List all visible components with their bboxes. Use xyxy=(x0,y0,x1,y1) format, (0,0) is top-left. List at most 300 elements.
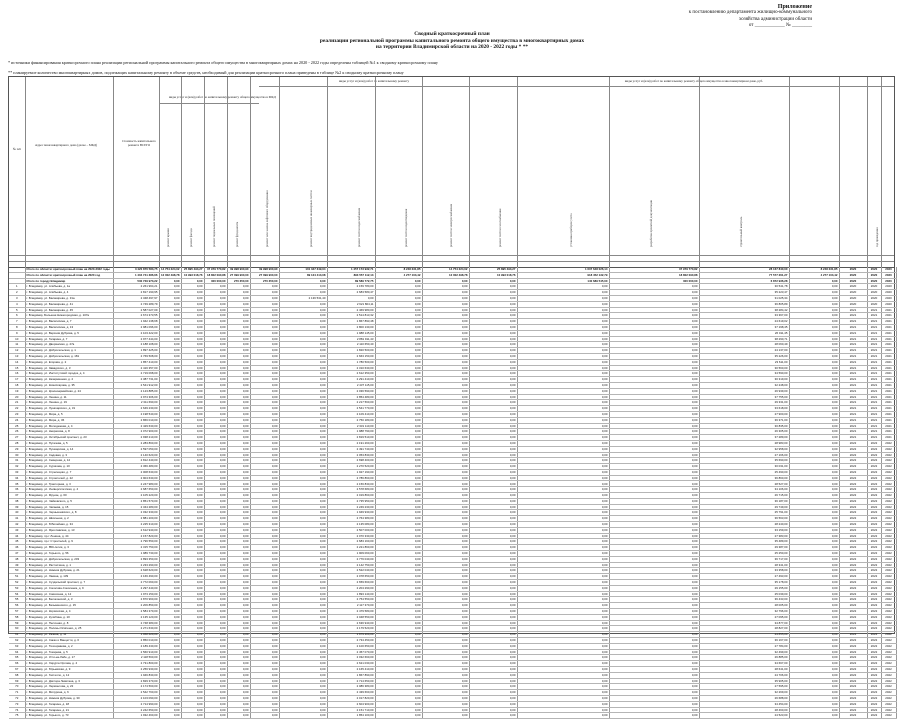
table-cell: 0,00 xyxy=(227,469,250,475)
table-cell: 53 xyxy=(9,585,25,591)
table-cell: 0,00 xyxy=(789,330,839,336)
table-cell: 0,00 xyxy=(250,493,279,499)
table-cell: 0,00 xyxy=(469,295,517,301)
table-cell: 0,00 xyxy=(227,336,250,342)
table-cell: 2020 xyxy=(881,295,896,301)
table-cell: 2 310 630,00 xyxy=(327,365,375,371)
table-cell: г. Владимир, ул. Добросельская, д. 1 xyxy=(25,348,113,354)
table-cell: 2022 xyxy=(867,672,881,678)
table-cell: 2020 xyxy=(839,295,867,301)
table-cell: 0,00 xyxy=(422,458,469,464)
table-cell: 0,00 xyxy=(250,348,279,354)
table-cell: 0,00 xyxy=(422,695,469,701)
table-cell: 0,00 xyxy=(204,603,227,609)
table-cell: 0,00 xyxy=(250,446,279,452)
table-cell: 0,00 xyxy=(422,365,469,371)
table-cell: г. Владимир, ул. Ленина, д. 11 xyxy=(25,394,113,400)
table-cell: 28 460,00 xyxy=(699,707,789,713)
table-cell: 0,00 xyxy=(789,284,839,290)
table-cell: 2021 xyxy=(881,435,896,441)
table-cell: 0,00 xyxy=(159,348,181,354)
table-cell: 0,00 xyxy=(422,527,469,533)
table-cell: 36 167,00 xyxy=(699,638,789,644)
table-cell: 0,00 xyxy=(469,591,517,597)
table-cell: г. Владимир, ул. Василисина, д. 13 xyxy=(25,324,113,330)
table-cell: 0,00 xyxy=(375,545,422,551)
table-cell: 0,00 xyxy=(204,574,227,580)
table-cell: 2 225 310,00 xyxy=(113,522,159,528)
table-cell: 2022 xyxy=(839,603,867,609)
table-cell: 2 437 115,00 xyxy=(327,382,375,388)
table-cell: 24 855,00 xyxy=(699,632,789,638)
table-cell: 0,00 xyxy=(250,666,279,672)
table-cell: 14 754 224,02 xyxy=(422,267,469,272)
table-cell: 0,00 xyxy=(181,510,204,516)
table-cell: 0,00 xyxy=(279,452,327,458)
table-cell: 30 560,00 xyxy=(699,365,789,371)
table-cell: 2022 xyxy=(881,609,896,615)
header-col-heat: ремонт внутридомовых инженерных систем xyxy=(309,190,313,247)
table-cell: 0,00 xyxy=(422,295,469,301)
table-cell: 0,00 xyxy=(517,382,609,388)
table-cell: 0,00 xyxy=(279,713,327,719)
table-cell: 0,00 xyxy=(422,591,469,597)
table-cell: 0,00 xyxy=(227,353,250,359)
table-cell: 2 507 000,00 xyxy=(327,527,375,533)
table-cell: 0,00 xyxy=(375,382,422,388)
table-cell: 39 998 900,90 xyxy=(250,267,279,272)
table-cell: 0,00 xyxy=(181,504,204,510)
table-cell: 0,00 xyxy=(159,487,181,493)
table-cell: 0,00 xyxy=(609,701,699,707)
table-cell: 63 xyxy=(9,643,25,649)
table-cell: 0,00 xyxy=(227,695,250,701)
table-cell: 0,00 xyxy=(789,487,839,493)
table-cell: 2021 xyxy=(881,394,896,400)
table-cell: 2021 xyxy=(881,348,896,354)
table-cell: 0,00 xyxy=(517,638,609,644)
table-cell: 0,00 xyxy=(204,284,227,290)
table-cell: 0,00 xyxy=(204,406,227,412)
table-cell: 0,00 xyxy=(789,672,839,678)
table-cell: 2 249 230,00 xyxy=(327,504,375,510)
title-line-2: реализации региональной программы капитального ремонта общего имущества в многоквартирных домах xyxy=(319,37,585,44)
header-group-other: виды услуг и (или) работ по капитальному ремонту общего имущества в МКД xyxy=(169,95,276,99)
table-cell: 0,00 xyxy=(609,666,699,672)
table-cell: 2022 xyxy=(867,620,881,626)
table-cell: 45 xyxy=(9,539,25,545)
table-cell: 2022 xyxy=(867,493,881,499)
table-cell: 0,00 xyxy=(159,701,181,707)
table-cell: 0,00 xyxy=(517,481,609,487)
table-cell: 0,00 xyxy=(159,278,181,284)
table-cell: 2021 xyxy=(839,377,867,383)
table-cell: 0,00 xyxy=(279,394,327,400)
table-cell: 2022 xyxy=(881,562,896,568)
table-cell: 0,00 xyxy=(250,435,279,441)
table-cell: 2 206 850,00 xyxy=(113,603,159,609)
table-cell: 2022 xyxy=(867,446,881,452)
table-cell: г. Владимир, ул. Полины Осипенко, д. 25 xyxy=(25,626,113,632)
table-cell: 0,00 xyxy=(469,417,517,423)
table-cell: 0,00 xyxy=(469,655,517,661)
table-cell: 0,00 xyxy=(279,446,327,452)
table-cell: 2022 xyxy=(839,695,867,701)
table-cell: 0,00 xyxy=(279,643,327,649)
table-cell: 2022 xyxy=(867,475,881,481)
table-cell: 0,00 xyxy=(422,533,469,539)
table-cell: 0,00 xyxy=(789,278,839,284)
table-cell: 2022 xyxy=(839,562,867,568)
table-cell: 2 110 650,40 xyxy=(327,342,375,348)
table-cell: 0,00 xyxy=(375,498,422,504)
table-cell: 0,00 xyxy=(279,330,327,336)
table-cell: 0,00 xyxy=(181,672,204,678)
table-cell: 37 198,45 xyxy=(699,324,789,330)
table-cell: 42 xyxy=(9,522,25,528)
table-cell: 2 734 450,00 xyxy=(327,638,375,644)
table-cell: 2 008 630,00 xyxy=(113,469,159,475)
table-cell: 2 315 750,00 xyxy=(113,545,159,551)
table-cell: 0,00 xyxy=(789,295,839,301)
table-cell: 62 xyxy=(9,638,25,644)
table-cell: 0,00 xyxy=(517,359,609,365)
table-cell: 0,00 xyxy=(181,411,204,417)
table-cell: 0,00 xyxy=(204,458,227,464)
table-cell: 2022 xyxy=(839,649,867,655)
table-cell: 2022 xyxy=(881,481,896,487)
table-cell: 3 xyxy=(9,295,25,301)
table-cell: г. Владимир, ул. Луначарского, д. 31 xyxy=(25,406,113,412)
table-cell: 0,00 xyxy=(250,707,279,713)
table-cell: 0,00 xyxy=(789,440,839,446)
table-cell: 0,00 xyxy=(227,440,250,446)
table-cell: 0,00 xyxy=(789,661,839,667)
table-row xyxy=(9,713,896,719)
table-cell: 0,00 xyxy=(181,516,204,522)
table-cell: 28 641,00 xyxy=(699,666,789,672)
table-cell: 0,00 xyxy=(422,620,469,626)
table-cell: 2 189 430,00 xyxy=(113,643,159,649)
table-cell: 0,00 xyxy=(227,290,250,296)
table-cell: 1 988 790,00 xyxy=(327,429,375,435)
table-cell: 0,00 xyxy=(517,678,609,684)
table-cell: 0,00 xyxy=(517,493,609,499)
table-cell: 0,00 xyxy=(159,284,181,290)
table-cell: 2022 xyxy=(839,504,867,510)
table-cell: 2022 xyxy=(867,655,881,661)
table-cell: 2022 xyxy=(867,661,881,667)
table-cell: 0,00 xyxy=(279,440,327,446)
table-cell: 34 590,00 xyxy=(699,371,789,377)
table-cell: 2021 xyxy=(867,324,881,330)
table-cell: 2022 xyxy=(839,713,867,719)
table-cell: 0,00 xyxy=(159,678,181,684)
table-cell: 72 xyxy=(9,695,25,701)
table-cell: 33 159,00 xyxy=(699,527,789,533)
table-cell: 0,00 xyxy=(227,371,250,377)
table-cell: 0,00 xyxy=(181,290,204,296)
table-cell: 2022 xyxy=(867,464,881,470)
table-cell: 0,00 xyxy=(279,585,327,591)
table-cell: 0,00 xyxy=(375,695,422,701)
table-cell: 270 350,00 xyxy=(227,278,250,284)
table-cell: 2 612 940,00 xyxy=(113,527,159,533)
table-cell: 2022 xyxy=(839,556,867,562)
table-cell: 2020 xyxy=(881,272,896,278)
table-cell: 0,00 xyxy=(789,620,839,626)
table-cell: 0,00 xyxy=(204,701,227,707)
table-cell: 2022 xyxy=(839,516,867,522)
table-cell: 2 135 120,00 xyxy=(113,614,159,620)
header-col-gas: ремонт систем газоснабжения xyxy=(498,208,502,247)
table-cell: 0,00 xyxy=(609,533,699,539)
table-cell: 2022 xyxy=(839,574,867,580)
table-cell: 300 000,00 xyxy=(609,278,699,284)
table-cell: 2021 xyxy=(881,330,896,336)
table-cell: 2021 xyxy=(839,336,867,342)
table-cell: 0,00 xyxy=(789,290,839,296)
table-cell: 0,00 xyxy=(469,452,517,458)
table-cell: 0,00 xyxy=(279,510,327,516)
table-cell: 0,00 xyxy=(250,690,279,696)
table-cell: 0,00 xyxy=(250,638,279,644)
table-cell: 2020 xyxy=(867,267,881,272)
table-cell: 0,00 xyxy=(181,382,204,388)
table-cell: 0,00 xyxy=(181,690,204,696)
table-cell: 0,00 xyxy=(517,446,609,452)
table-cell: 0,00 xyxy=(375,371,422,377)
table-cell: 0,00 xyxy=(469,377,517,383)
table-cell: 2 136 531,40 xyxy=(279,295,327,301)
table-cell: 0,00 xyxy=(181,475,204,481)
table-cell: 0,00 xyxy=(204,626,227,632)
table-cell: 0,00 xyxy=(469,313,517,319)
table-cell: 0,00 xyxy=(469,632,517,638)
table-cell: 36 433,00 xyxy=(699,597,789,603)
table-cell: г. Владимир, ул. Фрунзе, д. 60 xyxy=(25,493,113,499)
table-cell: 0,00 xyxy=(181,666,204,672)
table-cell: 0,00 xyxy=(181,701,204,707)
table-cell: 2 604 900,00 xyxy=(327,701,375,707)
table-cell: 0,00 xyxy=(609,417,699,423)
table-cell: 0,00 xyxy=(609,556,699,562)
table-cell: 30 031,00 xyxy=(699,464,789,470)
table-cell: 0,00 xyxy=(789,504,839,510)
table-cell: 2022 xyxy=(881,701,896,707)
table-cell: 22 xyxy=(9,406,25,412)
table-cell: 0,00 xyxy=(469,319,517,325)
table-cell: 0,00 xyxy=(422,290,469,296)
header-col-water: ремонт систем водоснабжения xyxy=(357,207,361,247)
table-cell: 0,00 xyxy=(422,487,469,493)
table-cell: 0,00 xyxy=(469,603,517,609)
table-cell: 0,00 xyxy=(469,307,517,313)
table-cell: 0,00 xyxy=(375,417,422,423)
table-cell: 0,00 xyxy=(469,545,517,551)
table-cell: 0,00 xyxy=(375,701,422,707)
table-cell: 0,00 xyxy=(279,475,327,481)
table-cell: 0,00 xyxy=(204,504,227,510)
table-cell: 0,00 xyxy=(159,446,181,452)
table-cell: 0,00 xyxy=(279,707,327,713)
table-cell: 0,00 xyxy=(181,626,204,632)
table-cell: 0,00 xyxy=(227,713,250,719)
table-cell: 2021 xyxy=(839,319,867,325)
table-cell: 0,00 xyxy=(469,695,517,701)
table-cell: 0,00 xyxy=(789,568,839,574)
table-cell: 2021 xyxy=(867,400,881,406)
table-cell: 2 242 650,00 xyxy=(113,707,159,713)
table-cell: 6 xyxy=(9,313,25,319)
table-cell: 2021 xyxy=(881,388,896,394)
table-cell: 0,00 xyxy=(422,319,469,325)
table-cell: 2022 xyxy=(881,707,896,713)
table-cell: 0,00 xyxy=(609,493,699,499)
table-cell: 0,00 xyxy=(469,678,517,684)
table-cell: 77 577 261,27 xyxy=(699,272,789,278)
table-cell: 0,00 xyxy=(204,522,227,528)
table-cell: 0,00 xyxy=(517,661,609,667)
table-cell: 0,00 xyxy=(789,533,839,539)
table-cell: 2 291 410,00 xyxy=(327,377,375,383)
table-cell: г. Владимир, ул. Суздальский проспект, д. 7 xyxy=(25,580,113,586)
table-cell: 0,00 xyxy=(227,446,250,452)
header-col-sewer: ремонт систем водоотведения xyxy=(404,208,408,247)
table-cell: 0,00 xyxy=(422,649,469,655)
table-cell: 1 404 741 386,66 xyxy=(113,272,159,278)
table-cell: 0,00 xyxy=(517,487,609,493)
table-cell: 0,00 xyxy=(159,626,181,632)
table-cell: 2 103 422,00 xyxy=(113,330,159,336)
table-cell: 0,00 xyxy=(227,574,250,580)
table-cell: 0,00 xyxy=(422,626,469,632)
table-cell: 0,00 xyxy=(279,527,327,533)
table-cell: 0,00 xyxy=(375,342,422,348)
table-cell: 0,00 xyxy=(181,377,204,383)
table-cell: г. Владимир, ул. Токарева, д. 5 xyxy=(25,649,113,655)
table-cell: 0,00 xyxy=(375,672,422,678)
table-cell: 0,00 xyxy=(422,614,469,620)
table-cell: 32 499,00 xyxy=(699,649,789,655)
table-cell: 2022 xyxy=(881,475,896,481)
table-cell: 0,00 xyxy=(250,487,279,493)
table-cell: 0,00 xyxy=(422,672,469,678)
table-cell: 0,00 xyxy=(422,556,469,562)
table-cell: 35 905,00 xyxy=(699,678,789,684)
table-cell: 0,00 xyxy=(204,429,227,435)
table-cell: 0,00 xyxy=(159,522,181,528)
table-cell: 0,00 xyxy=(789,493,839,499)
table-cell: 2022 xyxy=(839,551,867,557)
table-cell: 2020 xyxy=(881,301,896,307)
table-cell: 2021 xyxy=(839,313,867,319)
table-cell: 2021 xyxy=(839,353,867,359)
table-cell: 0,00 xyxy=(204,301,227,307)
table-cell: 0,00 xyxy=(159,388,181,394)
table-cell: 34 106,00 xyxy=(699,487,789,493)
table-cell: 0,00 xyxy=(789,690,839,696)
table-cell: 0,00 xyxy=(422,504,469,510)
table-cell: 0,00 xyxy=(250,597,279,603)
table-cell: 2 584 370,00 xyxy=(113,609,159,615)
table-cell: 0,00 xyxy=(422,516,469,522)
table-cell: 0,00 xyxy=(181,632,204,638)
table-cell: 0,00 xyxy=(227,324,250,330)
table-cell: 2022 xyxy=(867,632,881,638)
table-cell: 0,00 xyxy=(789,481,839,487)
table-cell: 2 271 630,00 xyxy=(113,626,159,632)
table-cell: 2 981 096,00 xyxy=(113,324,159,330)
table-cell: 2 017 820,00 xyxy=(327,695,375,701)
table-cell: 2021 xyxy=(839,388,867,394)
table-cell: г. Владимир, ул. Юбилейная, д. 34 xyxy=(25,522,113,528)
table-cell: 57 xyxy=(9,609,25,615)
table-cell: 1 988 145,00 xyxy=(327,330,375,336)
table-cell: 2022 xyxy=(881,510,896,516)
table-cell: 0,00 xyxy=(279,603,327,609)
table-cell: 0,00 xyxy=(609,551,699,557)
table-cell: 2 735 950,00 xyxy=(327,498,375,504)
table-cell: г. Владимир, ул. Гагарина, д. 18 xyxy=(25,701,113,707)
table-cell: 2022 xyxy=(839,678,867,684)
table-cell: 0,00 xyxy=(375,649,422,655)
table-cell: 0,00 xyxy=(517,417,609,423)
table-cell: 0,00 xyxy=(375,290,422,296)
table-cell: 4 277 103,42 xyxy=(375,272,422,278)
table-cell: 2022 xyxy=(867,539,881,545)
table-cell: 0,00 xyxy=(204,290,227,296)
table-cell: 0,00 xyxy=(279,429,327,435)
table-cell: 26 688,00 xyxy=(699,695,789,701)
table-cell: 2022 xyxy=(881,458,896,464)
table-cell: 0,00 xyxy=(517,330,609,336)
table-cell: 0,00 xyxy=(517,516,609,522)
table-cell: 0,00 xyxy=(279,348,327,354)
table-cell: 0,00 xyxy=(789,394,839,400)
table-cell: 0,00 xyxy=(279,307,327,313)
table-cell: 0,00 xyxy=(227,342,250,348)
table-cell: 0,00 xyxy=(181,487,204,493)
table-cell: г. Владимир, ул. Горького, д. 73 xyxy=(25,713,113,719)
table-cell: 2 331 110,00 xyxy=(327,423,375,429)
table-cell: 0,00 xyxy=(609,284,699,290)
table-cell: 0,00 xyxy=(227,330,250,336)
table-cell: г. Владимир, Большая Нижегородская, д. 107а xyxy=(25,313,113,319)
table-cell: 0,00 xyxy=(375,713,422,719)
table-cell: 1 949 930,00 xyxy=(327,510,375,516)
table-cell: 0,00 xyxy=(181,388,204,394)
table-cell: 0,00 xyxy=(279,556,327,562)
table-cell: 0,00 xyxy=(789,695,839,701)
table-cell: 2021 xyxy=(839,307,867,313)
table-cell: 2022 xyxy=(881,655,896,661)
table-cell: 0,00 xyxy=(609,510,699,516)
table-cell: 0,00 xyxy=(159,539,181,545)
table-cell: 0,00 xyxy=(159,591,181,597)
table-cell: 0,00 xyxy=(159,597,181,603)
table-cell: 2020 xyxy=(881,278,896,284)
table-cell: 0,00 xyxy=(227,348,250,354)
table-cell: 2 866 010,00 xyxy=(113,417,159,423)
table-cell: 0,00 xyxy=(609,330,699,336)
table-cell: 0,00 xyxy=(250,342,279,348)
table-cell: 0,00 xyxy=(789,574,839,580)
table-cell: 0,00 xyxy=(227,365,250,371)
table-cell: 2021 xyxy=(839,429,867,435)
table-cell: 0,00 xyxy=(469,487,517,493)
table-cell: 2 366 480,00 xyxy=(113,464,159,470)
